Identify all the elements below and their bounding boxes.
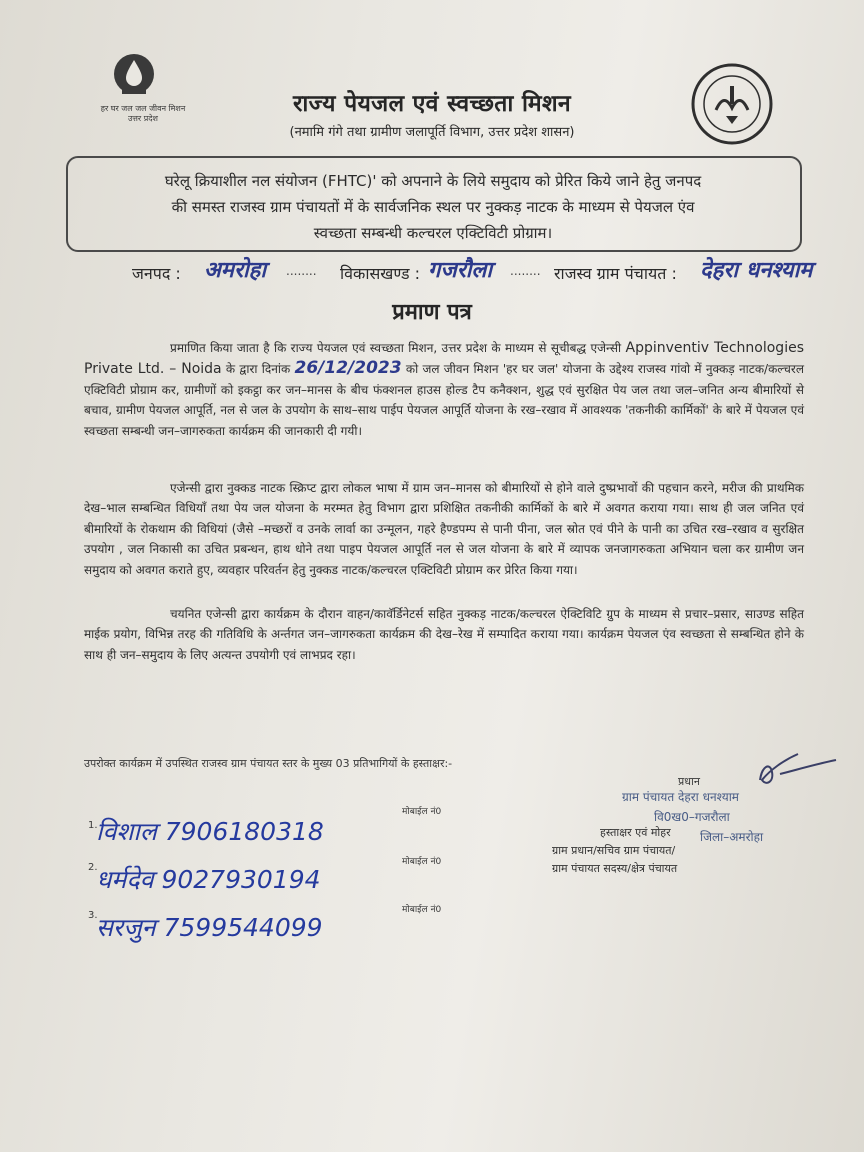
signature-caption-line-2: ग्राम प्रधान/सचिव ग्राम पंचायत/ [552, 844, 676, 857]
paragraph-1-part-2: के द्वारा दिनांक [225, 362, 291, 377]
paragraph-3-text: चयनित एजेन्सी द्वारा कार्यक्रम के दौरान वाहन/कावॅर्डिनेटर्स सहित नुक्कड़ नाटक/कल्चरल ऐक्टिविटि ग्रुप के माध्यम से प्रचार–प्रसार, साउण्ड सहित माईक प्रयोग, विभिन्न तरह की गतिविधि के अर्न्तगत जन–जागरुकता कार्यक्रम की देख–रेख में सम्पादित कराया गया। कार्यक्रम पेयजल एंव स्वच्छता से सम्बन्धित होने के साथ ही जन–समुदाय के लिए अत्यन्त उपयोगी एवं लाभप्रद रहा। [84, 607, 804, 662]
district-dots: ........ [286, 264, 317, 278]
mobile-label-2: मोबाईल नं0 [402, 857, 442, 867]
signature-caption-line-3: ग्राम पंचायत सदस्य/क्षेत्र पंचायत [552, 862, 678, 875]
paragraph-1-part-3: को जल जीवन मिशन 'हर घर जल' योजना के उद्देश्य राजस्व गांवो में नुक्कड़ नाटक/कल्चरल एक्टिविटी प्रोग्राम कर, ग्रामीणों को इकट्ठा कर जन–मानस के बीच फंक्शनल हाउस होल्ड टैप कनैक्शन, शुद्ध एवं सुरक्षित पेय जल तथा जल–जनित अन्य बीमारियों से बचाव, ग्रामीण पेयजल आपूर्ति, नल से जल के उपयोग के साथ–साथ पाईप पेयजल आपूर्ति योजना के रख–रखाव में आवश्यक 'तकनीकी कार्मिकों' के बारे में पेयजल एवं स्वच्छता सम्बन्धी जन–जागरुकता कार्यक्रम की जानकारी दी गयी। [84, 362, 804, 438]
org-title: राज्य पेयजल एवं स्वच्छता मिशन [293, 91, 571, 117]
paragraph-2 [84, 478, 804, 580]
district-value: अमरोहा [204, 258, 267, 283]
participant-index-1: 1. [88, 820, 98, 831]
program-description [82, 168, 784, 246]
pradhan-label: प्रधान [678, 775, 700, 788]
left-logo-caption: हर घर जल जल जीवन मिशन उत्तर प्रदेश [100, 104, 186, 123]
stamp-line-3: जिला–अमरोहा [700, 830, 764, 844]
program-date: 26/12/2023 [294, 358, 402, 379]
paragraph-2-text: एजेन्सी द्वारा नुक्कड नाटक स्क्रिप्ट द्वारा लोकल भाषा में ग्राम जन–मानस को बीमारियों से होने वाले दुष्प्रभावों की पहचान करने, मरीज की प्राथमिक देख–भाल सम्बन्धित विधियाँ तथा पेय जल योजना के मरम्मत हेतु विभाग द्वारा प्रशिक्षित तकनीकी कार्मिकों के बारे में अवगत कराया गया। साथ ही जल जनित एवं बीमारियों के रोकथाम की विधियां (जैसे –मच्छरों व उनके लार्वा का उन्मूलन, गहरे हैण्डपम्प से पानी पीना, जल स्रोत एवं पीने के पानी का उचित रख–रखाव व सुरक्षित उपयोग , जल निकासी का उचित प्रबन्धन, हाथ धोने तथा पाइप पेयजल आपूर्ति नल से जल योजना के बारे में व्यापक जनजागरुकता अभियान चला कर ग्रामीण जन समुदाय को अवगत कराते हुए, व्यवहार परिवर्तन हेतु नुक्कड नाटक/कल्चरल एक्टिविटी प्रोग्राम कर प्रेरित किया गया। [84, 481, 804, 577]
mobile-label-3: मोबाईल नं0 [402, 905, 442, 915]
district-label: जनपद : [132, 264, 181, 283]
village-value: देहरा धनश्याम [700, 258, 813, 283]
stamp-line-1: ग्राम पंचायत देहरा धनश्याम [622, 790, 739, 804]
signature-caption-line-1: हस्ताक्षर एवं मोहर [600, 826, 671, 839]
program-line-3: स्वच्छता सम्बन्धी कल्चरल एक्टिविटी प्रोग्राम। [313, 224, 553, 242]
village-label: राजस्व ग्राम पंचायत : [554, 264, 677, 283]
program-line-1: घरेलू क्रियाशील नल संयोजन (FHTC)' को अपनाने के लिये समुदाय को प्रेरित किये जाने हेतु जनपद [164, 172, 702, 190]
participant-index-3: 3. [88, 910, 98, 921]
block-label: विकासखण्ड : [340, 264, 421, 283]
stamp-line-2: वि0ख0–गजरौला [654, 810, 730, 824]
participant-index-2: 2. [88, 862, 98, 873]
paragraph-3 [84, 604, 804, 665]
participant-entry-3: सरजुन 7599544099 [96, 913, 323, 942]
block-value: गजरौला [428, 258, 493, 283]
signature-caption [552, 824, 677, 878]
participant-entry-1: विशाल 7906180318 [96, 817, 324, 846]
org-subtitle: (नमामि गंगे तथा ग्रामीण जलापूर्ति विभाग, उत्तर प्रदेश शासन) [289, 125, 575, 140]
certificate-title: प्रमाण पत्र [392, 300, 472, 325]
block-dots: ........ [510, 264, 541, 278]
agency-name: Appinventiv Technologies Private Ltd. – Noida [84, 340, 804, 378]
program-line-2: की समस्त राजस्व ग्राम पंचायतों में के सार्वजनिक स्थल पर नुक्कड़ नाटक के माध्यम से पेयजल एंव [171, 198, 695, 216]
mobile-label-1: मोबाईल नं0 [402, 807, 442, 817]
paragraph-1-part-1: प्रमाणित किया जाता है कि राज्य पेयजल एवं स्वच्छता मिशन, उत्तर प्रदेश के माध्यम से सूचीबद्ध एजेन्सी [170, 341, 622, 355]
participants-caption: उपरोक्त कार्यक्रम में उपस्थित राजस्व ग्राम पंचायत स्तर के मुख्य 03 प्रतिभागियों के हस्ताक्षर:- [84, 757, 453, 770]
paragraph-1 [84, 338, 804, 441]
participant-entry-2: धर्मदेव 9027930194 [96, 865, 321, 894]
